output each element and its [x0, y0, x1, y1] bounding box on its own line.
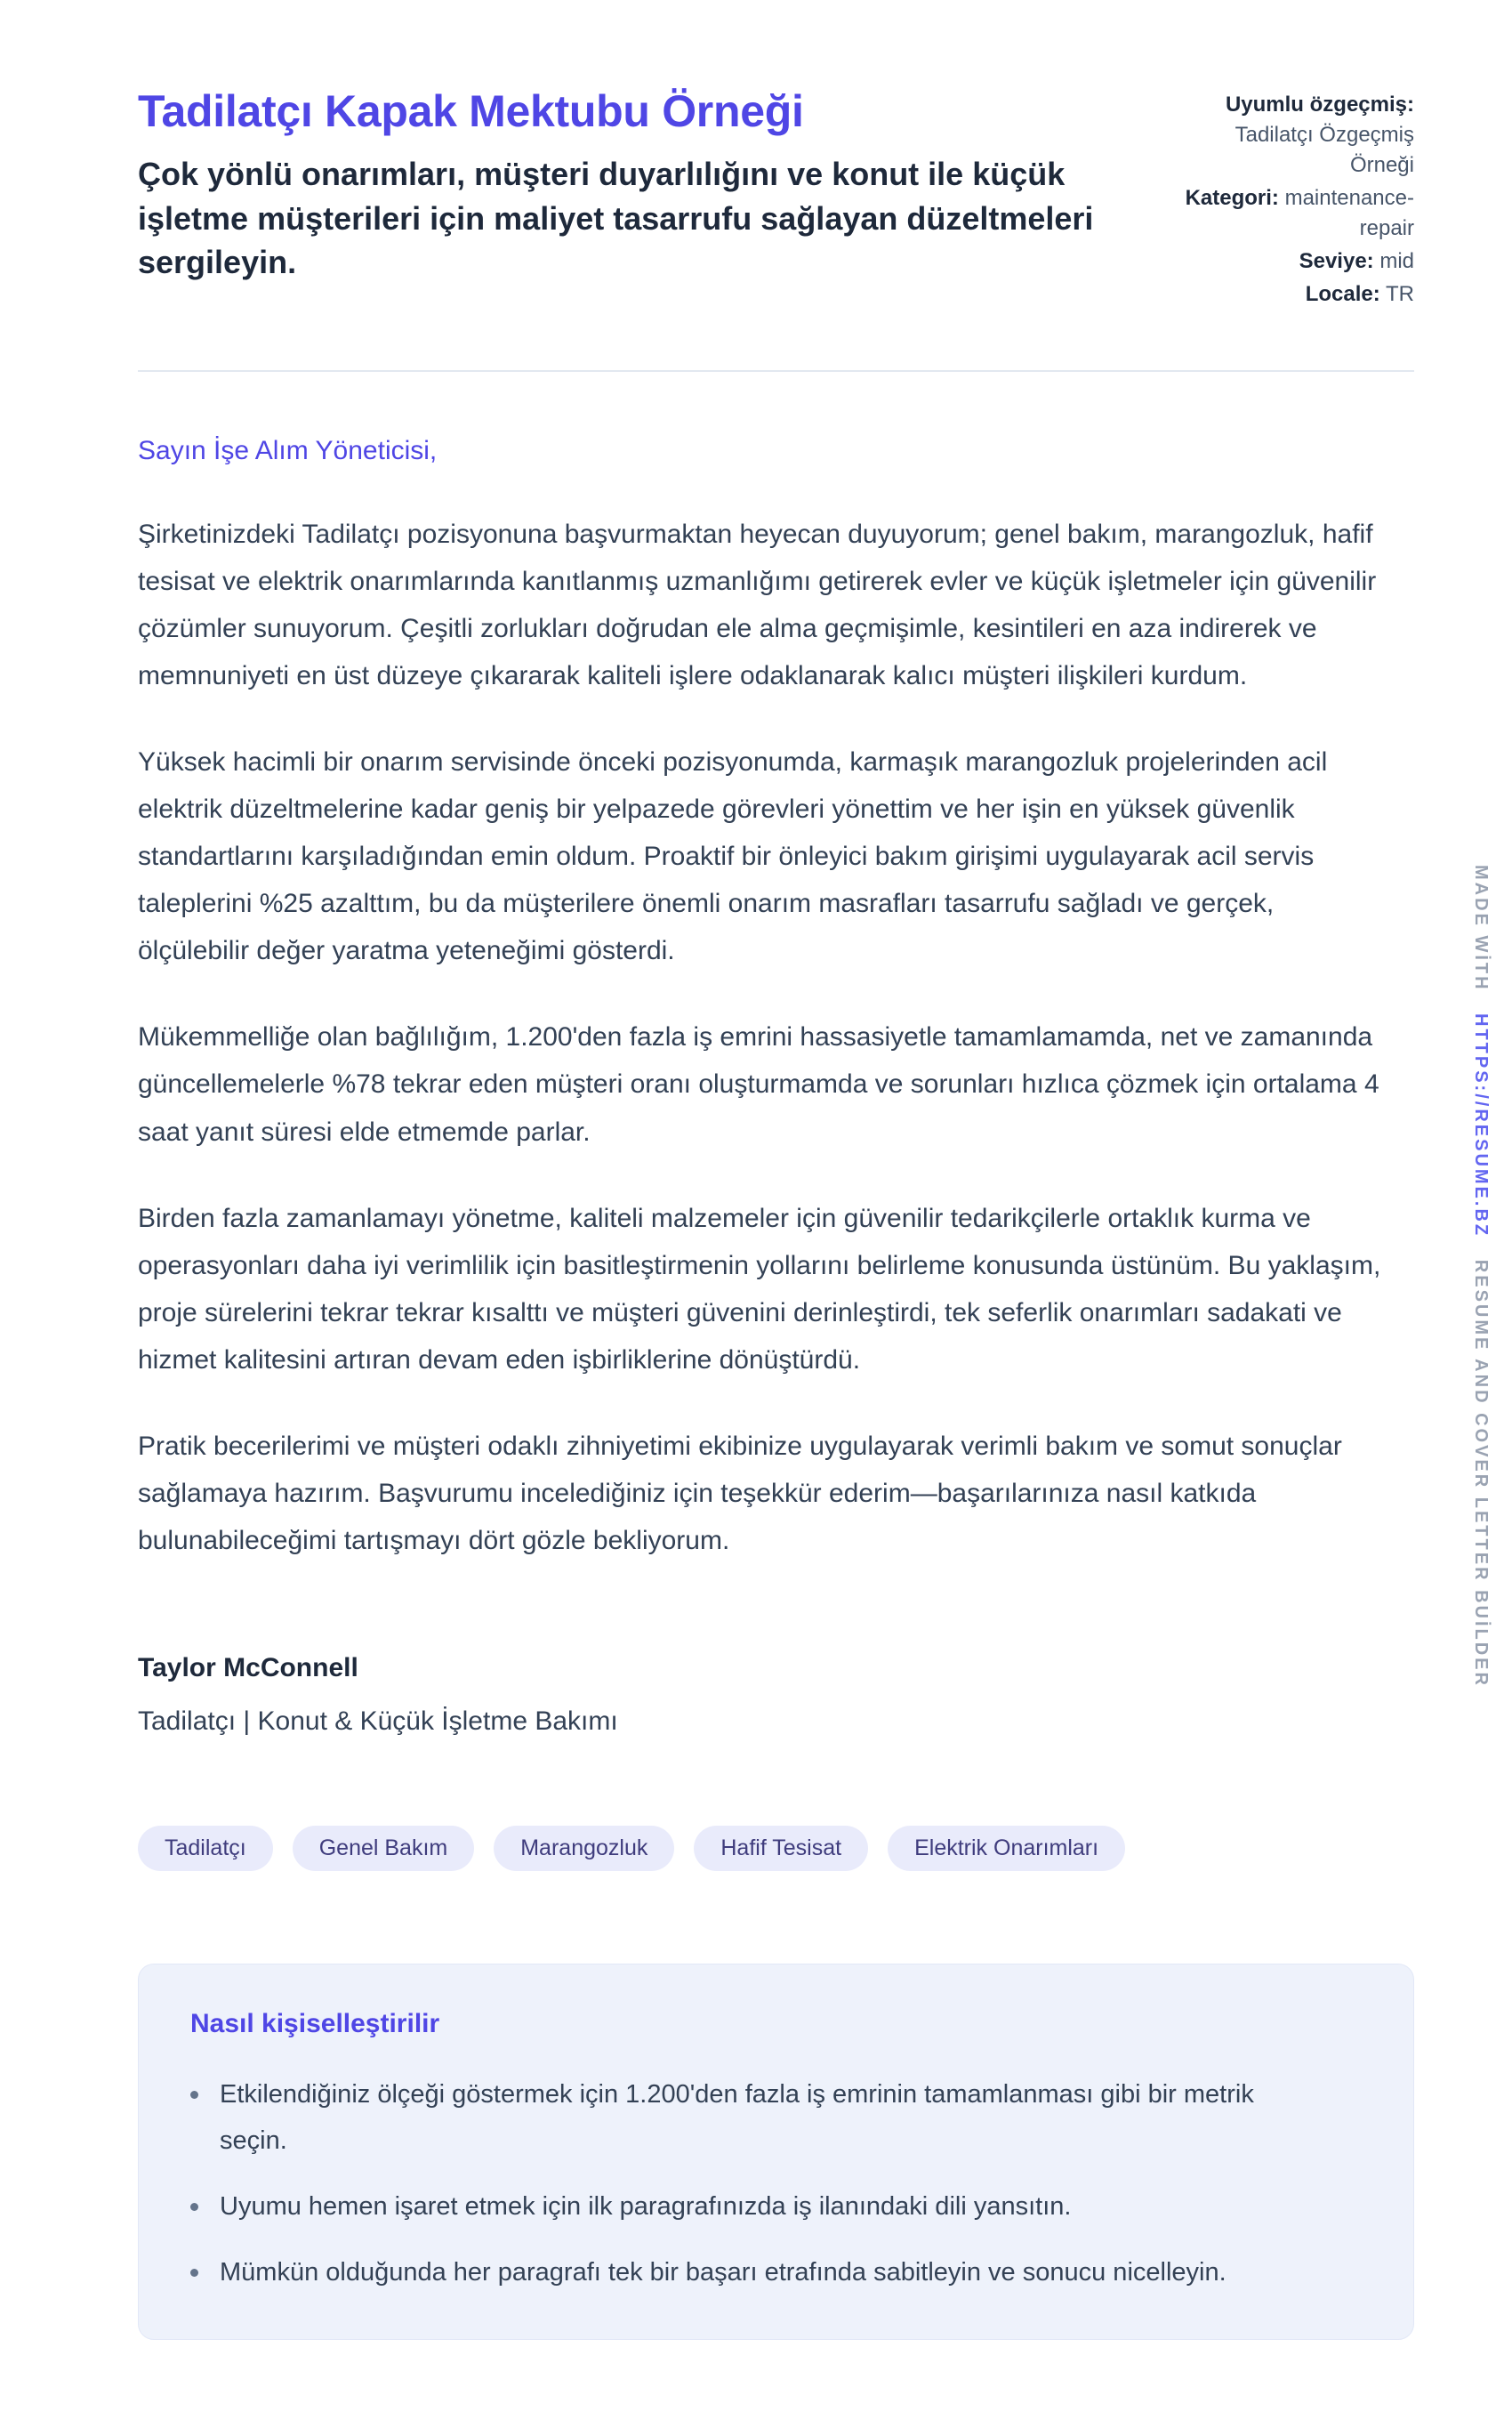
meta-label: Uyumlu özgeçmiş: — [1225, 93, 1414, 117]
meta-matching-resume — [1181, 90, 1414, 181]
tip-text: Mümkün olduğunda her paragrafı tek bir başarı etrafında sabitleyin ve sonucu nicelleyin. — [220, 2258, 1226, 2287]
header-left — [138, 85, 1137, 313]
meta-value: Tadilatçı Özgeçmiş Örneği — [1235, 123, 1414, 178]
meta-level — [1181, 246, 1414, 277]
page-subtitle: Çok yönlü onarımları, müşteri duyarlılığını ve konut ile küçük işletme müşterileri için maliyet tasarrufu sağlayan düzeltmeleri sergileyin. — [138, 156, 1094, 281]
watermark-link[interactable]: HTTPS://RESUME.BZ — [1471, 1013, 1491, 1238]
tag-pill-hafif-tesisat[interactable]: Hafif Tesisat — [694, 1826, 868, 1871]
header-meta — [1181, 85, 1414, 313]
bullet-icon — [190, 2091, 198, 2099]
header — [138, 85, 1414, 313]
tag-pill-genel-bakim[interactable]: Genel Bakım — [293, 1826, 475, 1871]
letter-paragraph-3: Mükemmelliğe olan bağlılığım, 1.200'den fazla iş emrini hassasiyetle tamamlamamda, net ve zamanında güncellemelerle %78 tekrar eden müşteri oranı oluşturmamda ve sorunları hızlıca çözmek için ortalama 4 saat yanıt süresi elde etmemde parlar. — [138, 1022, 1379, 1147]
tip-item-2 — [190, 2183, 1362, 2230]
tip-item-1 — [190, 2071, 1362, 2164]
letter-paragraph-4: Birden fazla zamanlamayı yönetme, kaliteli malzemeler için güvenilir tedarikçilerle ortaklık kurma ve operasyonları daha iyi verimlilik için basitleştirmenin yollarını belirleme konusunda üstünüm. Bu yaklaşım, proje sürelerini tekrar tekrar kısalttı ve müşteri güvenini derinleştirdi, tek seferlik onarımları sadakati ve hizmet kalitesini artıran devam eden işbirliklerine dönüştürdü. — [138, 1203, 1381, 1375]
meta-category — [1181, 183, 1414, 244]
bullet-icon — [190, 2203, 198, 2211]
letter-paragraph-5: Pratik becerilerimi ve müşteri odaklı zihniyetimi ekibinize uygulayarak verimli bakım ve somut sonuçlar sağlamaya hazırım. Başvurumu incelediğiniz için teşekkür ederim—başarılarınıza nasıl katkıda bulunabileceğimi tartışmayı dört gözle bekliyorum. — [138, 1432, 1342, 1556]
meta-value: mid — [1379, 249, 1414, 274]
tag-pill-marangozluk[interactable]: Marangozluk — [494, 1826, 674, 1871]
bullet-icon — [190, 2269, 198, 2277]
meta-label: Locale: — [1305, 282, 1380, 307]
letter-paragraph-2: Yüksek hacimli bir onarım servisinde önceki pozisyonumda, karmaşık marangozluk projelerinden acil elektrik düzeltmelerine kadar geniş bir yelpazede görevleri yönettim ve her işin en yüksek güvenlik standartlarını karşıladığından emin oldum. Proaktif bir önleyici bakım girişimi uygulayarak acil servis taleplerini %25 azalttım, bu da müşterilere önemli onarım masrafları tasarrufu sağladı ve gerçek, ölçülebilir değer yaratma yeteneğimi gösterdi. — [138, 746, 1328, 966]
tip-item-3 — [190, 2249, 1362, 2295]
tip-text: Uyumu hemen işaret etmek için ilk paragrafınızda iş ilanındaki dili yansıtın. — [220, 2192, 1072, 2222]
tag-pill-tadilatci[interactable]: Tadilatçı — [138, 1826, 273, 1871]
watermark-prefix: MADE WİTH — [1471, 865, 1491, 992]
made-with-watermark — [1470, 865, 1491, 1688]
meta-label: Kategori: — [1185, 186, 1279, 211]
watermark-suffix: RESUME AND COVER LETTER BUİLDER — [1471, 1259, 1491, 1688]
letter-paragraph-1: Şirketinizdeki Tadilatçı pozisyonuna başvurmaktan heyecan duyuyorum; genel bakım, marangozluk, hafif tesisat ve elektrik onarımlarında kanıtlanmış uzmanlığımı getirerek evler ve küçük işletmeler için güvenilir çözümler sunuyorum. Çeşitli zorlukları doğrudan ele alma geçmişimle, kesintileri en aza indirerek ve memnuniyeti en üst düzeye çıkararak kaliteli işlere odaklanarak kalıcı müşteri ilişkileri kurdum. — [138, 519, 1377, 690]
tips-title: Nasıl kişiselleştirilir — [190, 2009, 440, 2039]
meta-value: maintenance-repair — [1284, 186, 1414, 241]
tips-list — [190, 2071, 1362, 2296]
meta-label: Seviye: — [1299, 249, 1374, 274]
tag-list — [138, 1826, 1414, 1871]
cover-letter-body — [138, 436, 1414, 1738]
tag-pill-elektrik-onarimlari[interactable]: Elektrik Onarımları — [888, 1826, 1125, 1871]
salutation: Sayın İşe Alım Yöneticisi, — [138, 435, 438, 465]
tips-box — [138, 1964, 1414, 2339]
signature-title: Tadilatçı | Konut & Küçük İşletme Bakımı — [138, 1706, 618, 1737]
divider — [138, 370, 1414, 372]
meta-value: TR — [1386, 282, 1414, 307]
signature-name: Taylor McConnell — [138, 1653, 358, 1683]
meta-locale — [1181, 279, 1414, 310]
page-title: Tadilatçı Kapak Mektubu Örneği — [138, 86, 804, 136]
tip-text: Etkilendiğiniz ölçeği göstermek için 1.200'den fazla iş emrinin tamamlanması gibi bir metrik seçin. — [220, 2079, 1254, 2156]
